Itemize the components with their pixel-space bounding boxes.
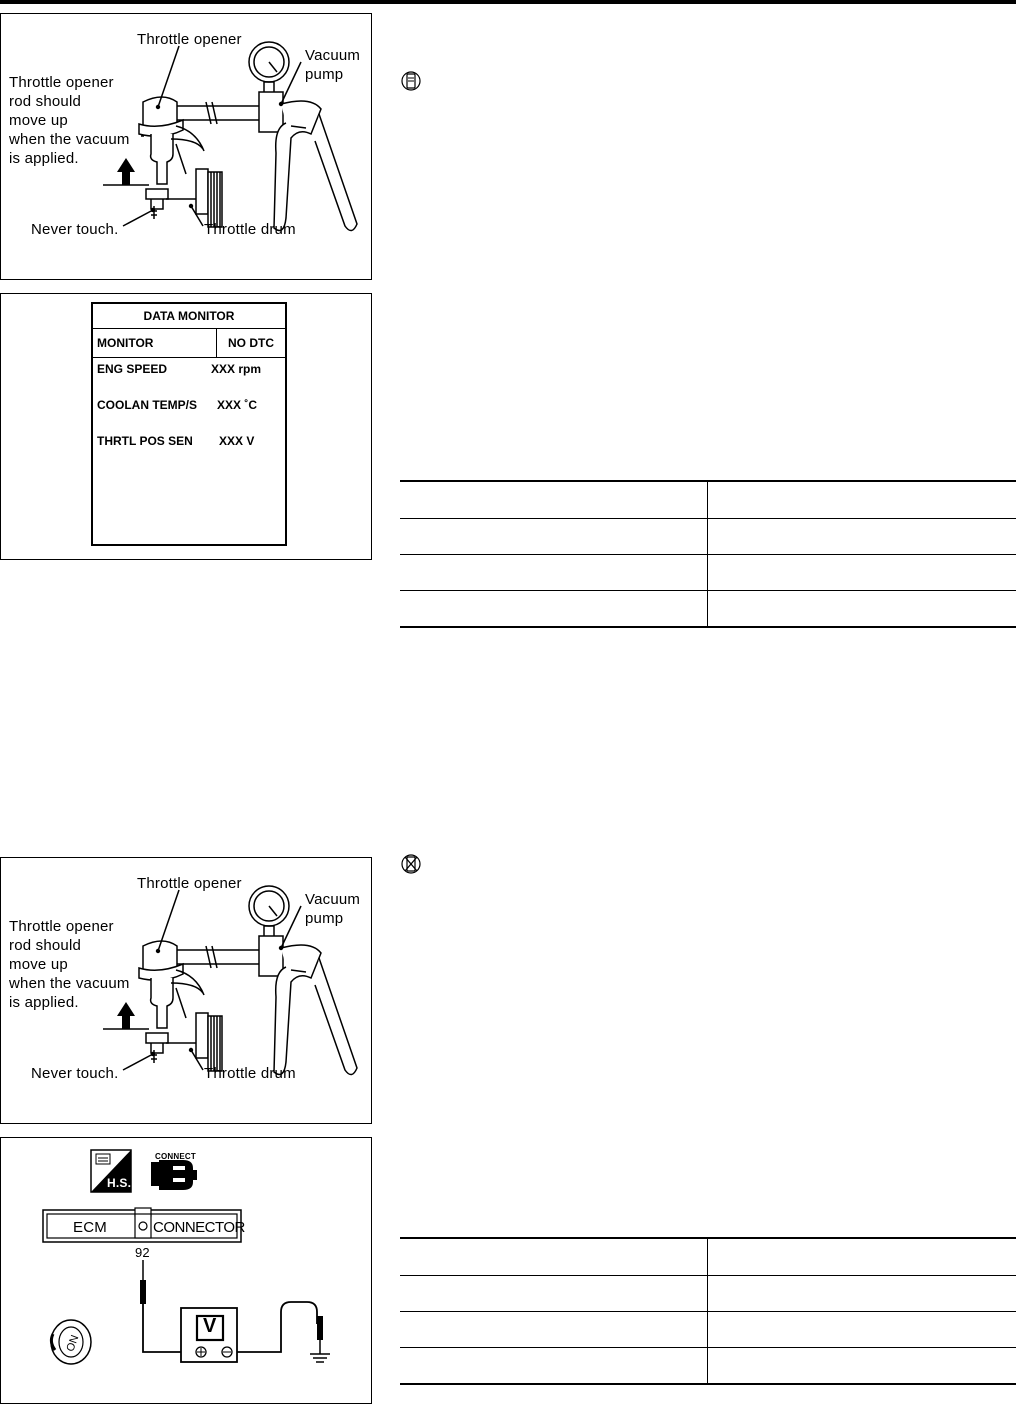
monitor-header: [93, 329, 285, 358]
table-row: [400, 1238, 1016, 1276]
table-row: [400, 481, 1016, 519]
spec-table-2: [400, 1237, 1016, 1385]
label-vacuum-pump: Vacuum pump: [305, 891, 361, 927]
data-monitor-screen: [91, 302, 287, 546]
label-throttle-opener: Throttle opener: [137, 31, 242, 48]
table-row: [400, 1312, 1016, 1348]
label-instruction: Throttle opener rod should move up when the vacuum is applied.: [9, 74, 130, 167]
monitor-row-label: COOLAN TEMP/S: [97, 398, 198, 412]
table-row: [400, 591, 1016, 628]
monitor-row-value: XXX V: [219, 434, 255, 448]
label-throttle-opener: Throttle opener: [137, 875, 242, 892]
hs-label: H.S.: [107, 1176, 132, 1190]
connect-label: CONNECT: [155, 1152, 196, 1161]
figure-data-monitor: [0, 293, 372, 560]
monitor-row-value: XXX ˚C: [217, 398, 258, 412]
label-instruction: Throttle opener rod should move up when the vacuum is applied.: [9, 918, 130, 1011]
figure-throttle-opener-2: [0, 857, 372, 1124]
connector-label: CONNECTOR: [153, 1219, 245, 1236]
without-tester-icon: [401, 853, 421, 880]
label-never-touch: Never touch.: [31, 1065, 119, 1082]
monitor-col-status: NO DTC: [228, 336, 274, 350]
monitor-col-label: MONITOR: [93, 329, 217, 357]
figure-throttle-opener-1: [0, 13, 372, 280]
ignition-label: ON: [64, 1333, 82, 1354]
terminal-number: 92: [135, 1245, 150, 1260]
figure-ecm-voltage-check: [0, 1137, 372, 1404]
voltmeter-label: V: [203, 1315, 217, 1337]
monitor-title: DATA MONITOR: [93, 304, 285, 329]
ecm-circuit-illustration: [1, 1138, 371, 1403]
monitor-row-value: XXX rpm: [211, 362, 262, 376]
monitor-row-label: THRTL POS SEN: [97, 434, 193, 448]
table-row: [400, 519, 1016, 555]
monitor-row-label: ENG SPEED: [97, 362, 168, 376]
spec-table-1: [400, 480, 1016, 628]
page-top-rule: [0, 0, 1016, 4]
table-row: [400, 1276, 1016, 1312]
consult-tester-icon: [401, 70, 421, 97]
table-row: [400, 1348, 1016, 1385]
table-row: [400, 555, 1016, 591]
label-throttle-drum: Throttle drum: [204, 221, 296, 238]
label-vacuum-pump: Vacuum pump: [305, 47, 361, 83]
label-throttle-drum: Throttle drum: [204, 1065, 296, 1082]
label-never-touch: Never touch.: [31, 221, 119, 238]
ecm-label: ECM: [73, 1219, 107, 1236]
